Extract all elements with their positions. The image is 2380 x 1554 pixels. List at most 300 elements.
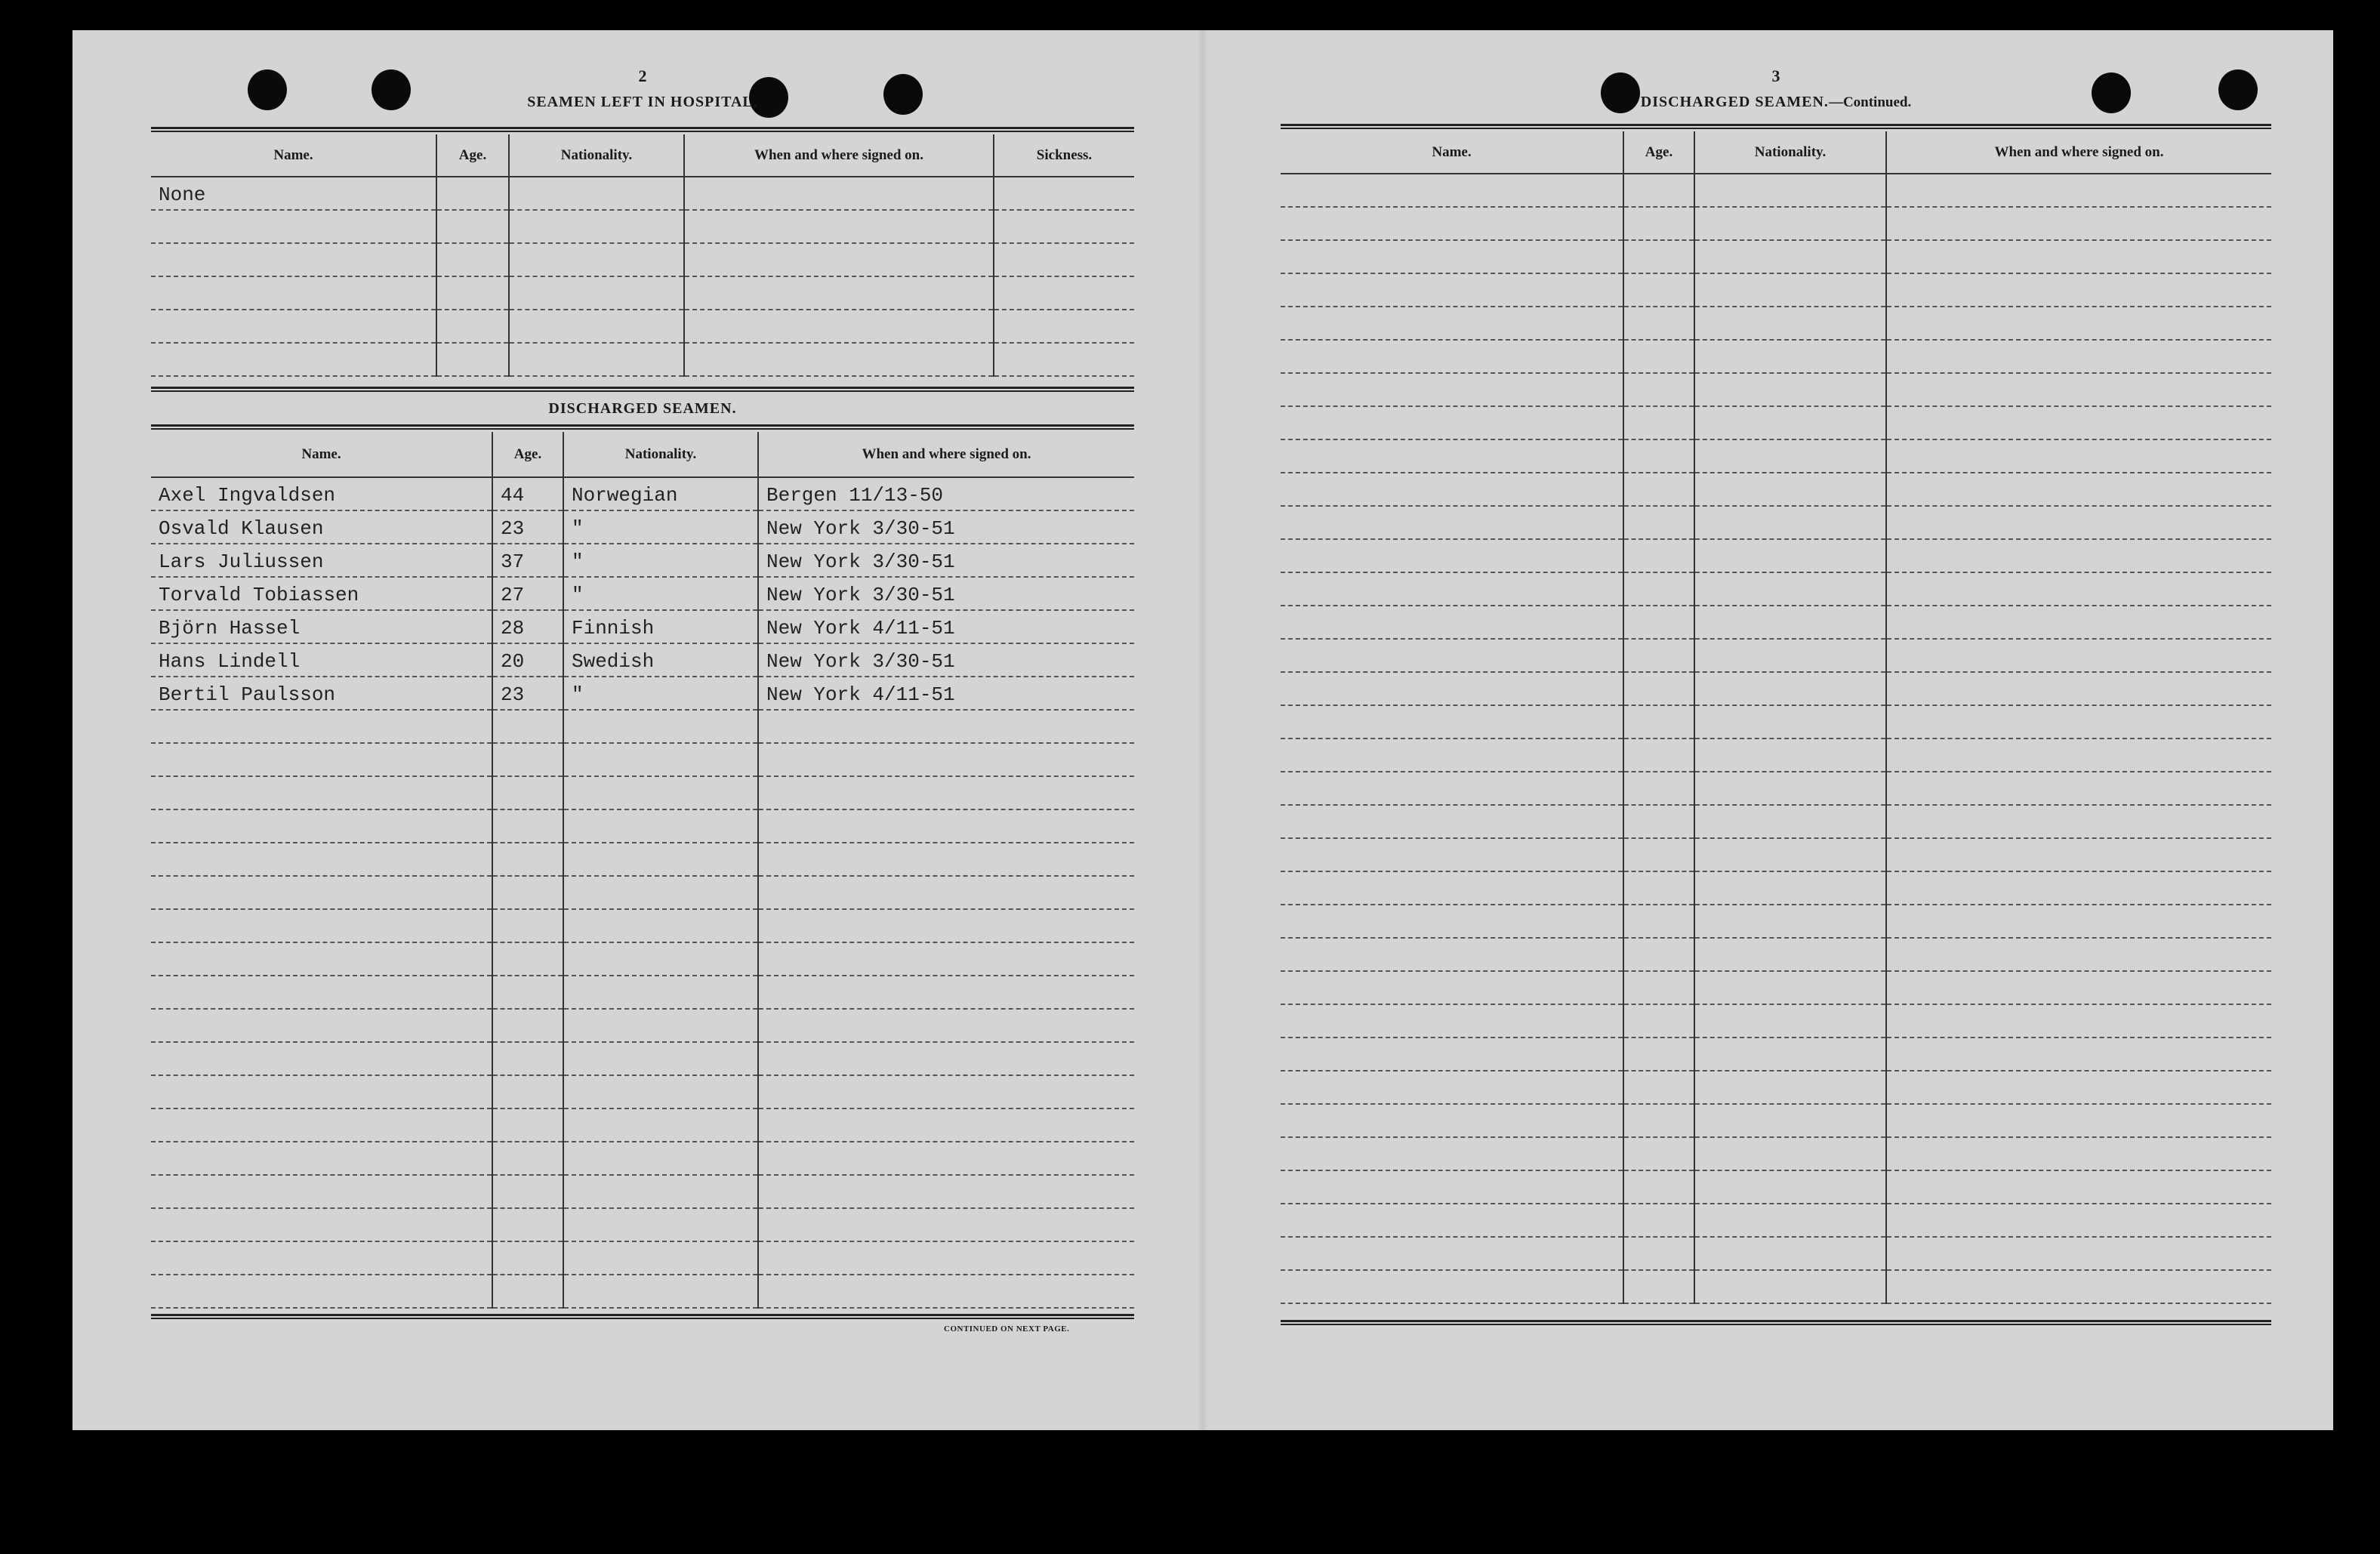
blank-cell (1281, 905, 1623, 938)
blank-cell (1886, 273, 2271, 307)
blank-cell (563, 1241, 758, 1275)
table-cell (684, 276, 994, 310)
blank-row (1281, 340, 2271, 373)
blank-row (1281, 838, 2271, 871)
double-rule (151, 424, 1134, 430)
blank-cell (151, 976, 492, 1009)
blank-cell (563, 743, 758, 776)
blank-cell (1694, 639, 1886, 672)
double-rule (151, 387, 1134, 392)
blank-row (151, 1009, 1134, 1042)
blank-row (1281, 273, 2271, 307)
blank-row (1281, 1237, 2271, 1270)
blank-cell (758, 1241, 1134, 1275)
table-row (151, 544, 1134, 577)
table-cell: New York 3/30-51 (758, 577, 1134, 610)
blank-cell (151, 809, 492, 843)
blank-cell (758, 1108, 1134, 1142)
page-fold (1198, 30, 1208, 1430)
table-cell (684, 177, 994, 210)
blank-cell (758, 809, 1134, 843)
blank-cell (1886, 639, 2271, 672)
blank-cell (1623, 1071, 1694, 1104)
blank-cell (758, 710, 1134, 743)
table-cell: 44 (492, 477, 563, 510)
blank-cell (1886, 1104, 2271, 1137)
table-cell: Axel Ingvaldsen (151, 477, 492, 510)
column-header: When and where signed on. (684, 134, 994, 177)
blank-cell (1623, 572, 1694, 606)
blank-cell (1623, 672, 1694, 705)
table-cell (436, 343, 509, 376)
blank-row (1281, 1170, 2271, 1204)
blank-cell (1886, 1004, 2271, 1038)
blank-cell (1886, 572, 2271, 606)
blank-cell (1281, 539, 1623, 572)
blank-cell (1623, 772, 1694, 805)
blank-cell (563, 1009, 758, 1042)
blank-cell (758, 743, 1134, 776)
blank-cell (1281, 273, 1623, 307)
blank-cell (1623, 340, 1694, 373)
table-cell (684, 343, 994, 376)
blank-cell (151, 1108, 492, 1142)
blank-cell (1886, 174, 2271, 207)
blank-row (1281, 406, 2271, 439)
table-row (151, 243, 1134, 276)
column-header: Nationality. (1694, 131, 1886, 174)
blank-cell (1886, 340, 2271, 373)
blank-row (1281, 539, 2271, 572)
blank-cell (1623, 871, 1694, 905)
table-cell (994, 243, 1134, 276)
left-page (151, 30, 1134, 1430)
blank-row (151, 809, 1134, 843)
blank-cell (492, 743, 563, 776)
blank-cell (1694, 1038, 1886, 1071)
blank-row (1281, 473, 2271, 506)
blank-cell (1623, 473, 1694, 506)
blank-cell (563, 1275, 758, 1308)
table-cell (509, 276, 684, 310)
blank-cell (1281, 1038, 1623, 1071)
blank-cell (758, 976, 1134, 1009)
blank-cell (1694, 1170, 1886, 1204)
blank-cell (563, 1042, 758, 1075)
blank-cell (1886, 373, 2271, 406)
table-cell (509, 210, 684, 243)
blank-cell (151, 1042, 492, 1075)
blank-row (1281, 572, 2271, 606)
discharged-section-title: DISCHARGED SEAMEN. (548, 400, 737, 417)
table-cell: " (563, 544, 758, 577)
blank-row (151, 776, 1134, 809)
blank-cell (492, 776, 563, 809)
table-cell (151, 310, 436, 343)
blank-cell (1886, 1270, 2271, 1303)
blank-cell (1623, 1004, 1694, 1038)
blank-cell (1886, 506, 2271, 539)
blank-cell (1886, 1038, 2271, 1071)
table-cell: New York 3/30-51 (758, 544, 1134, 577)
blank-cell (151, 1009, 492, 1042)
blank-cell (1694, 905, 1886, 938)
blank-cell (1694, 307, 1886, 340)
blank-cell (1281, 772, 1623, 805)
table-cell: 37 (492, 544, 563, 577)
blank-row (1281, 1104, 2271, 1137)
blank-cell (1281, 572, 1623, 606)
table-cell (684, 310, 994, 343)
column-header: When and where signed on. (1886, 131, 2271, 174)
blank-cell (1886, 672, 2271, 705)
table-cell: 20 (492, 643, 563, 677)
blank-cell (1694, 373, 1886, 406)
blank-row (151, 1208, 1134, 1241)
blank-cell (1281, 1204, 1623, 1237)
table-cell: Torvald Tobiassen (151, 577, 492, 610)
table-row (151, 310, 1134, 343)
table-cell (994, 276, 1134, 310)
blank-row (1281, 672, 2271, 705)
column-header: Sickness. (994, 134, 1134, 177)
table-row (151, 643, 1134, 677)
blank-cell (1886, 240, 2271, 273)
blank-cell (1281, 1071, 1623, 1104)
blank-row (1281, 240, 2271, 273)
table-header-row (151, 432, 1134, 477)
blank-cell (1694, 1270, 1886, 1303)
blank-cell (1694, 539, 1886, 572)
blank-cell (758, 1009, 1134, 1042)
blank-cell (1281, 340, 1623, 373)
table-cell (151, 276, 436, 310)
table-cell: 27 (492, 577, 563, 610)
blank-cell (1694, 174, 1886, 207)
blank-cell (1694, 439, 1886, 473)
blank-cell (1694, 938, 1886, 971)
blank-cell (492, 1108, 563, 1142)
table-cell (436, 310, 509, 343)
blank-cell (1281, 938, 1623, 971)
blank-cell (1886, 805, 2271, 838)
blank-cell (1694, 971, 1886, 1004)
blank-row (151, 876, 1134, 909)
blank-cell (1281, 439, 1623, 473)
table-cell: 23 (492, 510, 563, 544)
blank-cell (151, 876, 492, 909)
blank-cell (1886, 207, 2271, 240)
blank-cell (1281, 705, 1623, 738)
table-cell: New York 3/30-51 (758, 510, 1134, 544)
blank-cell (1886, 406, 2271, 439)
blank-cell (151, 743, 492, 776)
table-cell: New York 3/30-51 (758, 643, 1134, 677)
blank-row (1281, 705, 2271, 738)
blank-row (1281, 971, 2271, 1004)
blank-cell (492, 1042, 563, 1075)
blank-cell (1281, 672, 1623, 705)
blank-cell (1886, 1071, 2271, 1104)
blank-cell (1281, 207, 1623, 240)
blank-cell (1694, 1204, 1886, 1237)
blank-cell (492, 809, 563, 843)
blank-cell (1281, 506, 1623, 539)
blank-cell (563, 909, 758, 942)
blank-cell (1281, 971, 1623, 1004)
table-cell: Hans Lindell (151, 643, 492, 677)
blank-cell (151, 909, 492, 942)
blank-cell (1886, 1170, 2271, 1204)
blank-cell (1281, 606, 1623, 639)
table-cell (151, 210, 436, 243)
table-cell: Lars Juliussen (151, 544, 492, 577)
blank-cell (563, 710, 758, 743)
double-rule (151, 127, 1134, 132)
blank-cell (758, 1075, 1134, 1108)
blank-cell (1694, 838, 1886, 871)
table-row (151, 477, 1134, 510)
column-header: When and where signed on. (758, 432, 1134, 477)
table-cell: Norwegian (563, 477, 758, 510)
blank-cell (1623, 606, 1694, 639)
section-title-suffix: —Continued. (1828, 94, 1912, 110)
discharged-continued-title (1281, 94, 2271, 111)
double-rule (1281, 124, 2271, 129)
blank-cell (492, 843, 563, 876)
blank-cell (151, 1142, 492, 1175)
blank-cell (1694, 805, 1886, 838)
blank-cell (563, 1175, 758, 1208)
table-row (151, 510, 1134, 544)
table-cell: None (151, 177, 436, 210)
blank-cell (1886, 307, 2271, 340)
table-row (151, 276, 1134, 310)
continued-note: CONTINUED ON NEXT PAGE. (944, 1324, 1070, 1334)
blank-row (1281, 905, 2271, 938)
blank-cell (563, 809, 758, 843)
table-cell: 23 (492, 677, 563, 710)
blank-cell (492, 1075, 563, 1108)
table-cell (436, 276, 509, 310)
table-cell (151, 243, 436, 276)
blank-cell (1623, 1170, 1694, 1204)
hospital-table (151, 134, 1134, 377)
blank-cell (151, 1275, 492, 1308)
double-rule (151, 1314, 1134, 1319)
table-cell: 28 (492, 610, 563, 643)
discharged-table (151, 432, 1134, 1309)
blank-cell (1694, 606, 1886, 639)
table-cell: " (563, 577, 758, 610)
blank-cell (1623, 1137, 1694, 1170)
blank-row (1281, 439, 2271, 473)
table-cell (994, 343, 1134, 376)
table-cell (509, 243, 684, 276)
table-row (151, 177, 1134, 210)
blank-cell (1694, 340, 1886, 373)
blank-cell (1694, 1104, 1886, 1137)
blank-cell (1281, 307, 1623, 340)
blank-cell (151, 843, 492, 876)
blank-cell (492, 1241, 563, 1275)
table-cell: Swedish (563, 643, 758, 677)
blank-cell (1623, 838, 1694, 871)
blank-cell (1281, 871, 1623, 905)
blank-row (151, 710, 1134, 743)
blank-row (1281, 805, 2271, 838)
column-header: Nationality. (509, 134, 684, 177)
blank-cell (492, 942, 563, 976)
blank-cell (151, 1241, 492, 1275)
blank-cell (758, 942, 1134, 976)
blank-cell (758, 909, 1134, 942)
blank-cell (1281, 805, 1623, 838)
blank-cell (1886, 838, 2271, 871)
table-header-row (151, 134, 1134, 177)
blank-cell (1623, 938, 1694, 971)
table-cell (509, 310, 684, 343)
blank-row (1281, 639, 2271, 672)
table-cell (994, 310, 1134, 343)
blank-cell (758, 1275, 1134, 1308)
blank-cell (1281, 1237, 1623, 1270)
blank-cell (1694, 473, 1886, 506)
blank-cell (1886, 871, 2271, 905)
blank-cell (1694, 1004, 1886, 1038)
blank-cell (151, 1208, 492, 1241)
blank-cell (1623, 705, 1694, 738)
blank-cell (1694, 1137, 1886, 1170)
column-header: Name. (1281, 131, 1623, 174)
blank-cell (1281, 639, 1623, 672)
blank-cell (1886, 1204, 2271, 1237)
table-row (151, 343, 1134, 376)
blank-cell (758, 843, 1134, 876)
blank-cell (1281, 1137, 1623, 1170)
page-number: 3 (1771, 66, 1780, 85)
blank-cell (1623, 273, 1694, 307)
blank-cell (1281, 1270, 1623, 1303)
blank-cell (1623, 539, 1694, 572)
blank-cell (1886, 1237, 2271, 1270)
blank-row (1281, 772, 2271, 805)
blank-row (151, 743, 1134, 776)
blank-cell (758, 776, 1134, 809)
double-rule (1281, 1320, 2271, 1325)
blank-row (1281, 174, 2271, 207)
blank-cell (1623, 307, 1694, 340)
page-number: 2 (638, 66, 647, 85)
blank-row (1281, 1270, 2271, 1303)
blank-row (151, 976, 1134, 1009)
blank-cell (1281, 473, 1623, 506)
blank-cell (1623, 1237, 1694, 1270)
blank-cell (1886, 539, 2271, 572)
blank-cell (1886, 971, 2271, 1004)
document-sheet (72, 30, 2333, 1430)
blank-cell (563, 976, 758, 1009)
blank-cell (563, 1108, 758, 1142)
blank-cell (1623, 373, 1694, 406)
column-header: Age. (492, 432, 563, 477)
blank-row (1281, 506, 2271, 539)
blank-cell (1623, 1270, 1694, 1303)
table-cell: Björn Hassel (151, 610, 492, 643)
blank-cell (1623, 406, 1694, 439)
blank-row (1281, 1038, 2271, 1071)
blank-cell (563, 776, 758, 809)
table-cell: New York 4/11-51 (758, 610, 1134, 643)
table-cell: " (563, 677, 758, 710)
blank-cell (758, 1042, 1134, 1075)
blank-row (151, 942, 1134, 976)
blank-row (151, 1275, 1134, 1308)
table-cell (509, 343, 684, 376)
table-row (151, 577, 1134, 610)
blank-cell (1886, 938, 2271, 971)
blank-cell (151, 1075, 492, 1108)
blank-cell (1886, 1137, 2271, 1170)
blank-cell (1623, 805, 1694, 838)
blank-cell (1281, 838, 1623, 871)
blank-cell (1886, 606, 2271, 639)
blank-cell (563, 1208, 758, 1241)
table-cell: Bertil Paulsson (151, 677, 492, 710)
blank-cell (1623, 1038, 1694, 1071)
blank-cell (758, 1208, 1134, 1241)
blank-cell (1694, 273, 1886, 307)
blank-cell (1281, 240, 1623, 273)
blank-cell (563, 843, 758, 876)
blank-cell (1886, 473, 2271, 506)
blank-cell (563, 1142, 758, 1175)
column-header: Nationality. (563, 432, 758, 477)
blank-cell (1694, 240, 1886, 273)
blank-row (1281, 1071, 2271, 1104)
blank-cell (1694, 705, 1886, 738)
table-cell: Bergen 11/13-50 (758, 477, 1134, 510)
blank-row (1281, 1137, 2271, 1170)
table-cell (509, 177, 684, 210)
blank-row (1281, 207, 2271, 240)
blank-cell (1694, 207, 1886, 240)
table-cell (436, 177, 509, 210)
blank-cell (492, 876, 563, 909)
table-cell: Osvald Klausen (151, 510, 492, 544)
blank-cell (1281, 406, 1623, 439)
table-cell: New York 4/11-51 (758, 677, 1134, 710)
blank-cell (1623, 905, 1694, 938)
blank-cell (563, 876, 758, 909)
blank-row (1281, 738, 2271, 772)
column-header: Name. (151, 134, 436, 177)
blank-cell (492, 1009, 563, 1042)
table-cell (151, 343, 436, 376)
blank-cell (492, 1175, 563, 1208)
blank-cell (1623, 240, 1694, 273)
table-row (151, 610, 1134, 643)
blank-cell (758, 1175, 1134, 1208)
blank-cell (1623, 738, 1694, 772)
blank-cell (1281, 1104, 1623, 1137)
blank-cell (1886, 772, 2271, 805)
blank-cell (492, 976, 563, 1009)
table-cell: " (563, 510, 758, 544)
blank-row (1281, 871, 2271, 905)
blank-cell (1281, 373, 1623, 406)
blank-cell (1281, 738, 1623, 772)
